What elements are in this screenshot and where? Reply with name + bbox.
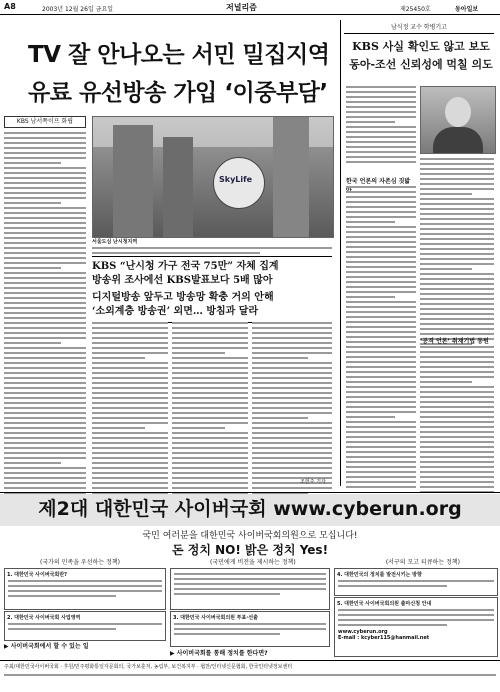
ad-box-5	[334, 597, 498, 657]
page-number: A8	[4, 2, 16, 11]
main-body-column-3	[172, 322, 248, 517]
main-body-column-2	[92, 322, 168, 512]
headline-line-1: TV 잘 안나오는 서민 밀집지역	[28, 42, 330, 68]
side-headline-1: KBS 사실 확인도 않고 보도	[352, 40, 490, 53]
subhead-1: KBS “난시청 가구 전국 75만” 자체 집계	[92, 261, 279, 272]
kicker: KBS 남서쪽이프 화립	[4, 116, 86, 128]
ad-box-2-title: 2. 대한민국 사이버국회 사업영역	[7, 615, 81, 621]
side-label: 남식정 교수 학병기고	[344, 22, 494, 34]
infographic-anchor	[260, 236, 340, 316]
ad-box-3-title: 3. 대한민국 사이버국회의원 투표·선출	[173, 615, 258, 621]
ad-slogan: 돈 정치 NO! 밝은 정치 Yes!	[171, 543, 329, 557]
side-headline-2: 동아-조선 신뢰성에 먹칠 의도	[349, 58, 493, 71]
page-header	[0, 0, 500, 15]
header-date: 2003년 12월 26일 금요일	[42, 6, 114, 13]
byline: 조헌주 기자	[300, 479, 326, 485]
ad-box-4	[334, 568, 498, 596]
side-body-1	[346, 86, 416, 166]
side-headline	[348, 38, 494, 74]
subhead-2: 방송위 조사에선 KBS발표보다 5배 많아	[92, 275, 273, 286]
photo-caption-title: 서울도심 난시청지역	[92, 239, 138, 245]
main-body-column-4	[252, 322, 332, 497]
ad-title: 제2대 대한민국 사이버국회 www.cyberun.org	[38, 498, 462, 520]
main-body-column-1	[4, 132, 86, 497]
ad-box-1-title: 1. 대한민국 사이버국회란?	[7, 572, 68, 578]
side-body-4	[420, 346, 494, 506]
ad-subtitle: 국민 여러분을 대한민국 사이버국회의원으로 모십니다!	[142, 531, 358, 541]
side-subhead-2: ‘공격 언론’ 취재기법 동원	[420, 338, 489, 345]
ad-pillar-3: (서구의 모고 티큐하는 정책)	[385, 559, 460, 566]
author-portrait	[420, 86, 496, 154]
subhead-4: ‘소외계층 방송권’ 외면… 방침과 달라	[92, 306, 259, 317]
ad-title-bar	[0, 494, 500, 526]
ad-box-3	[170, 611, 330, 647]
ad-site[interactable]: www.cyberun.org	[338, 629, 388, 635]
issue-number: 제25450호	[400, 6, 431, 13]
ad-email[interactable]: E-mail : kcyber115@hanmail.net	[338, 635, 430, 641]
ad-pillar-1: (국가의 민족을 우선하는 정책)	[40, 559, 120, 566]
ad-footer	[0, 660, 500, 692]
subhead-3: 디지털방송 앞두고 방송망 확충 거의 안해	[92, 292, 274, 303]
side-body-3	[420, 158, 494, 348]
ad-box-4-title: 4. 대한민국의 정치를 발전시키는 방향	[337, 572, 422, 578]
ad-center-list	[170, 568, 330, 610]
headline-line-2: 유료 유선방송 가입 ‘이중부담’	[28, 80, 328, 106]
ad-cta-2: ▶ 사이버국회를 통해 정치를 한다면?	[170, 650, 268, 657]
skylife-logo: SkyLife	[219, 175, 253, 184]
ad-box-1	[4, 568, 166, 610]
ad-pillars	[40, 557, 460, 566]
city-photo	[92, 116, 334, 238]
side-subhead: 한국 언론의 자존심 짓밟	[346, 178, 411, 185]
ad-cta-1: ▶ 사이버국회에서 할 수 있는 일	[4, 643, 89, 650]
paper-name: 동아일보	[455, 6, 479, 13]
ad-footer-text: 주최/대한민국사이버국회 · 후원/민주평화통일자문회의, 국가보훈처, 농림부, 보건복지부 · 협찬/인터넷신문협회, 한국인터넷정보센터	[4, 664, 293, 670]
ad-pillar-2: (국민에게 비전을 제시하는 정책)	[210, 559, 296, 566]
ad-box-5-title: 5. 대한민국 사이버국회의원 출마신청 안내	[337, 601, 432, 607]
side-body-2	[346, 186, 416, 491]
ad-box-2	[4, 611, 166, 641]
section-title: 저널리즘	[226, 3, 257, 12]
